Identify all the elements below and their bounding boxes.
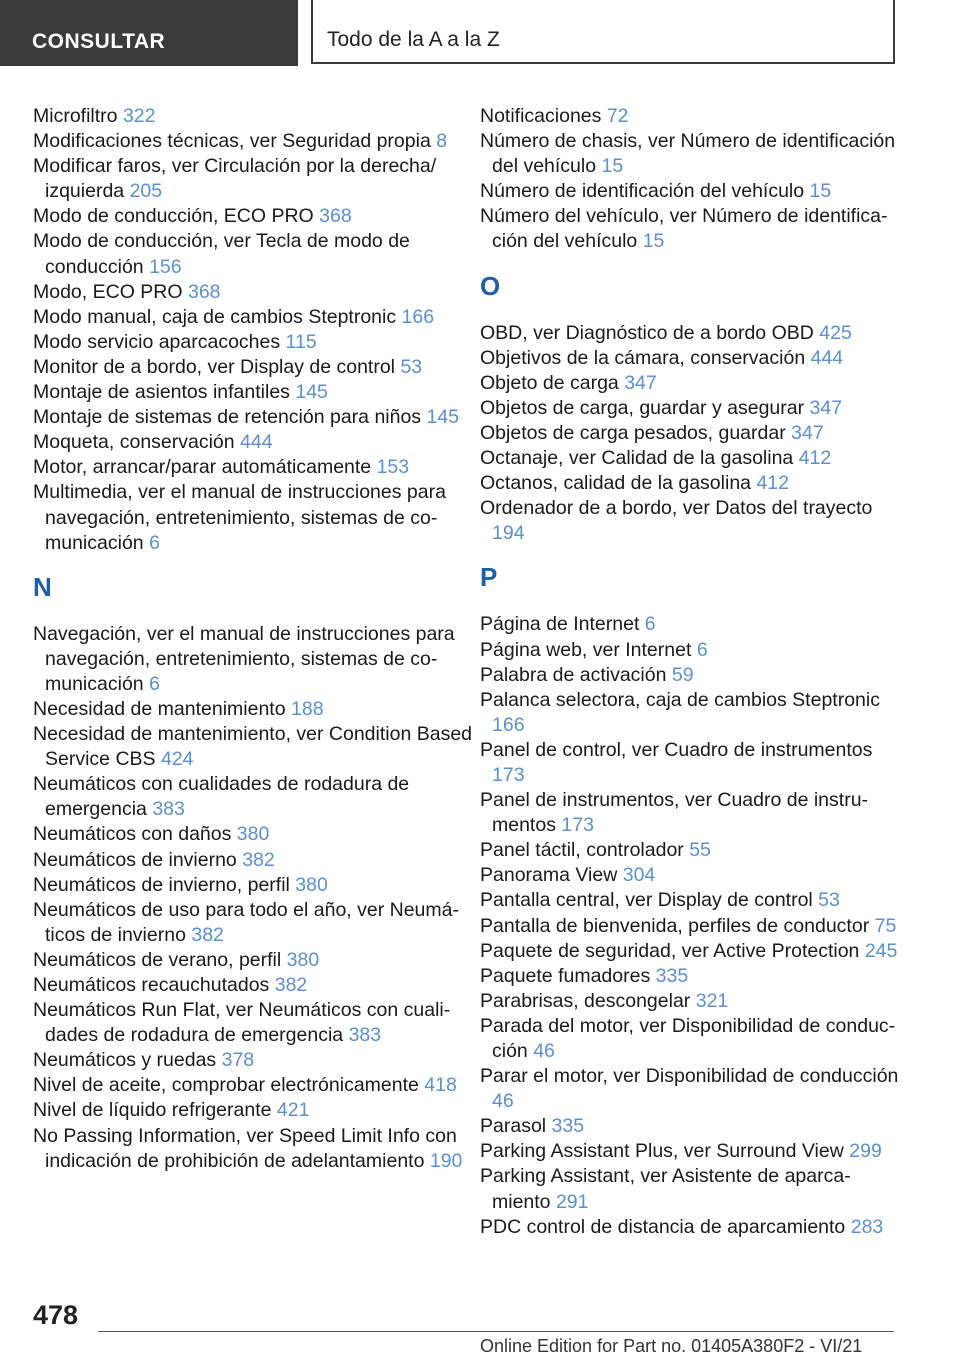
index-entry [480, 939, 900, 964]
index-entry-page-link[interactable]: 444 [240, 431, 273, 454]
index-entry-page-link[interactable]: 72 [606, 105, 629, 127]
index-entry-text: Parasol [480, 1115, 547, 1138]
index-entry [480, 1164, 900, 1214]
index-entry-page-link[interactable]: 190 [429, 1149, 463, 1172]
index-entry-text: Modo de conducción, ECO PRO [33, 205, 314, 228]
index-entry [33, 973, 473, 998]
index-entry-page-link[interactable]: 115 [285, 330, 317, 353]
index-entry-page-link[interactable]: 283 [850, 1215, 884, 1238]
index-entry-page-link[interactable]: 46 [492, 1090, 514, 1113]
index-entry-text: Ordenador de a bordo, ver Datos del trayecto [480, 497, 873, 520]
index-entry-page-link[interactable]: 55 [689, 839, 711, 862]
index-entry [33, 380, 473, 405]
index-entry [480, 496, 900, 546]
index-entry-page-link[interactable]: 291 [555, 1190, 589, 1213]
index-entry-page-link[interactable]: 304 [622, 864, 656, 887]
index-entry [33, 330, 473, 355]
index-entry-page-link[interactable]: 299 [849, 1140, 882, 1163]
index-entry [33, 405, 473, 430]
index-entry-text: Panorama View [480, 864, 618, 887]
index-entry-text: Objetos de carga pesados, guardar [480, 421, 786, 444]
index-entry [480, 104, 900, 129]
index-entry-text: Parabrisas, descongelar [480, 989, 691, 1012]
index-entry-page-link[interactable]: 75 [874, 914, 897, 937]
index-entry [33, 480, 473, 555]
index-entry [33, 280, 473, 305]
index-entry [33, 229, 473, 279]
index-entry-text: Neumáticos Run Flat, ver Neumáticos con cualidades de rodadura de emergencia [33, 999, 451, 1047]
index-entry-page-link[interactable]: 421 [276, 1099, 310, 1122]
index-entry [33, 998, 473, 1048]
index-entry [33, 898, 473, 948]
index-entry-page-link[interactable]: 412 [798, 447, 832, 470]
index-entry-page-link[interactable]: 156 [149, 255, 182, 278]
index-entry-text: Modificar faros, ver Circulación por la derecha/ izquierda [33, 155, 437, 203]
index-entry-text: Paquete fumadores [480, 964, 651, 987]
index-column-left [33, 104, 473, 1174]
index-entry [480, 321, 900, 346]
index-entry-text: OBD, ver Diagnóstico de a bordo OBD [480, 321, 814, 344]
index-entry-text: Panel de control, ver Cuadro de instrumentos [480, 738, 873, 761]
index-entry-page-link[interactable]: 382 [274, 974, 308, 996]
index-entry-page-link[interactable]: 6 [644, 613, 656, 636]
index-entry [33, 1048, 473, 1073]
index-entry-page-link[interactable]: 53 [400, 355, 423, 378]
index-entry-page-link[interactable]: 46 [533, 1040, 555, 1062]
index-entry-page-link[interactable]: 383 [152, 798, 185, 821]
index-entry [33, 355, 473, 380]
index-entry-text: Nivel de aceite, comprobar electrónicamente [33, 1074, 419, 1097]
index-entry-page-link[interactable]: 6 [149, 672, 160, 695]
index-entry [480, 688, 900, 738]
index-letter-heading: P [480, 562, 498, 593]
index-entry [33, 1124, 473, 1174]
index-entry-text: Monitor de a bordo, ver Display de control [33, 355, 396, 378]
index-entry-page-link[interactable]: 322 [122, 105, 156, 127]
page-header [0, 0, 960, 66]
index-entry-page-link[interactable]: 368 [187, 280, 221, 303]
index-entry [33, 697, 473, 722]
index-entry [33, 822, 473, 847]
index-entry-page-link[interactable]: 173 [561, 814, 594, 837]
index-entry-text: Parking Assistant Plus, ver Surround View [480, 1140, 844, 1163]
index-entry-page-link[interactable]: 15 [809, 180, 832, 203]
index-entry [33, 455, 473, 480]
index-entry [33, 129, 473, 154]
index-entry-page-link[interactable]: 6 [149, 531, 160, 554]
index-entry-text: Montaje de sistemas de retención para niños [33, 406, 422, 429]
index-entry-text: Parking Assistant, ver Asistente de aparcamiento [480, 1165, 851, 1213]
index-entry-text: Neumáticos de uso para todo el año, ver Neumáticos de invierno [33, 898, 459, 946]
header-section-title: Todo de la A a la Z [311, 0, 895, 64]
index-entry-page-link[interactable]: 382 [242, 848, 275, 871]
index-entry-page-link[interactable]: 368 [319, 205, 352, 228]
index-entry [480, 471, 900, 496]
index-entry [33, 430, 473, 455]
index-entry-text: Neumáticos de invierno [33, 848, 237, 871]
index-entry-text: Montaje de asientos infantiles [33, 381, 290, 404]
index-entry [480, 204, 900, 254]
index-entry [480, 179, 900, 204]
index-entry [480, 1014, 900, 1064]
index-entry-page-link[interactable]: 188 [291, 697, 324, 720]
index-entry-text: Página de Internet [480, 613, 640, 636]
index-entry-page-link[interactable]: 321 [695, 989, 729, 1012]
index-entry [33, 305, 473, 330]
index-entry-text: PDC control de distancia de aparcamiento [480, 1215, 846, 1238]
index-entry [480, 612, 900, 637]
page-number: 478 [33, 1300, 79, 1330]
index-entry-text: Octanaje, ver Calidad de la gasolina [480, 447, 794, 470]
index-entry [33, 948, 473, 973]
index-entry-text: Número de chasis, ver Número de identificación del vehículo [480, 130, 896, 178]
index-entry [33, 204, 473, 229]
index-entry-text: Microfiltro [33, 105, 118, 127]
index-entry-text: Número de identificación del vehículo [480, 180, 805, 203]
index-entry-text: Multimedia, ver el manual de instrucciones para navegación, entretenimiento, sistemas de comunicación [33, 481, 446, 554]
index-entry-text: Objetos de carga, guardar y asegurar [480, 396, 805, 419]
index-entry [480, 396, 900, 421]
index-entry [480, 371, 900, 396]
index-entry [33, 1098, 473, 1123]
index-entry [480, 1215, 900, 1240]
index-entry-page-link[interactable]: 444 [810, 346, 844, 369]
index-column-right [480, 104, 900, 1240]
index-entry [480, 964, 900, 989]
index-entry [33, 622, 473, 697]
index-entry-text: Neumáticos recauchutados [33, 974, 270, 996]
index-entry-page-link[interactable]: 166 [401, 305, 435, 328]
index-entry [480, 638, 900, 663]
index-entry-page-link[interactable]: 380 [295, 873, 328, 896]
index-entry-page-link[interactable]: 6 [696, 638, 708, 661]
header-tab-consultar[interactable]: CONSULTAR [0, 0, 298, 66]
index-entry-page-link[interactable]: 382 [191, 923, 224, 946]
index-entry [480, 738, 900, 788]
index-entry [480, 788, 900, 838]
index-entry [33, 154, 473, 204]
index-entry-text: Objetivos de la cámara, conservación [480, 346, 806, 369]
index-letter-heading: N [33, 571, 52, 602]
index-entry-page-link[interactable]: 8 [436, 130, 448, 153]
footer-edition: Online Edition for Part no. 01405A380F2 - VI/21 [480, 1336, 863, 1356]
index-entry [33, 1073, 473, 1098]
index-entry-text: Neumáticos de invierno, perfil [33, 873, 290, 896]
index-entry-page-link[interactable]: 380 [236, 823, 270, 846]
index-entry [33, 104, 473, 129]
index-entry-text: Parada del motor, ver Disponibilidad de conducción [480, 1014, 896, 1062]
index-entry-text: Panel táctil, controlador [480, 839, 684, 862]
index-entry-page-link[interactable]: 15 [601, 155, 624, 178]
index-entry-text: Parar el motor, ver Disponibilidad de conducción [480, 1065, 899, 1088]
index-entry [480, 129, 900, 179]
index-entry-text: Navegación, ver el manual de instrucciones para navegación, entretenimiento, sistemas de comunicación [33, 622, 455, 695]
index-entry-text: Palanca selectora, caja de cambios Steptronic [480, 688, 880, 711]
index-entry-text: Pantalla central, ver Display de control [480, 889, 813, 912]
index-entry-text: Neumáticos y ruedas [33, 1049, 217, 1072]
index-entry-page-link[interactable]: 378 [221, 1049, 255, 1072]
index-entry [480, 421, 900, 446]
index-entry-page-link[interactable]: 166 [492, 713, 525, 736]
index-entry-page-link[interactable]: 245 [864, 939, 898, 962]
index-entry-text: Octanos, calidad de la gasolina [480, 472, 752, 495]
index-entry-text: Notificaciones [480, 105, 602, 127]
index-entry-text: Neumáticos de verano, perfil [33, 948, 282, 971]
index-entry [33, 848, 473, 873]
index-entry-page-link[interactable]: 380 [286, 948, 320, 971]
index-entry-text: Página web, ver Internet [480, 638, 692, 661]
index-entry-text: No Passing Information, ver Speed Limit Info con indicación de prohibición de adelantamiento [33, 1124, 457, 1172]
index-entry-text: Modificaciones técnicas, ver Seguridad propia [33, 130, 431, 153]
index-entry-text: Modo, ECO PRO [33, 280, 183, 303]
index-entry-text: Pantalla de bienvenida, perfiles de conductor [480, 914, 870, 937]
index-entry-page-link[interactable]: 425 [819, 321, 852, 344]
index-entry-page-link[interactable]: 59 [671, 663, 694, 686]
index-entry-text: Objeto de carga [480, 371, 619, 394]
index-entry-page-link[interactable]: 194 [492, 522, 525, 545]
index-entry [480, 863, 900, 888]
index-entry [480, 838, 900, 863]
index-entry-text: Panel de instrumentos, ver Cuadro de instrumentos [480, 789, 869, 837]
index-entry-text: Motor, arrancar/parar automáticamente [33, 456, 372, 479]
index-entry-page-link[interactable]: 412 [756, 472, 789, 495]
index-entry [480, 663, 900, 688]
index-entry [33, 722, 473, 772]
index-entry-page-link[interactable]: 335 [655, 964, 689, 987]
index-entry-text: Modo servicio aparcacoches [33, 330, 281, 353]
index-entry-text: Palabra de activación [480, 663, 667, 686]
index-entry-page-link[interactable]: 383 [348, 1024, 382, 1047]
index-entry-text: Necesidad de mantenimiento [33, 697, 286, 720]
index-entry [480, 888, 900, 913]
index-entry-page-link[interactable]: 145 [426, 406, 460, 429]
index-entry [33, 772, 473, 822]
index-entry [33, 873, 473, 898]
index-entry [480, 1114, 900, 1139]
index-entry-page-link[interactable]: 347 [791, 421, 824, 444]
index-entry [480, 446, 900, 471]
index-entry-page-link[interactable]: 173 [492, 763, 525, 786]
index-entry [480, 914, 900, 939]
index-entry-text: Necesidad de mantenimiento, ver Condition Based Service CBS [33, 723, 473, 771]
index-entry-text: Nivel de líquido refrigerante [33, 1099, 272, 1122]
index-entry-page-link[interactable]: 335 [551, 1115, 585, 1138]
index-entry-text: Paquete de seguridad, ver Active Protection [480, 939, 860, 962]
index-entry-text: Neumáticos con daños [33, 823, 232, 846]
index-entry-page-link[interactable]: 418 [424, 1074, 457, 1097]
index-entry-text: Número del vehículo, ver Número de identificación del vehículo [480, 205, 888, 253]
index-entry-text: Modo manual, caja de cambios Steptronic [33, 305, 397, 328]
index-entry-text: Neumáticos con cualidades de rodadura de emergencia [33, 773, 410, 821]
index-entry-text: Modo de conducción, ver Tecla de modo de conducción [33, 230, 410, 278]
footer-divider [98, 1331, 894, 1332]
index-entry [480, 1064, 900, 1114]
index-entry-page-link[interactable]: 153 [376, 456, 410, 479]
index-entry-page-link[interactable]: 15 [642, 230, 665, 253]
index-entry [480, 346, 900, 371]
index-entry [480, 989, 900, 1014]
index-entry-page-link[interactable]: 424 [160, 748, 194, 771]
index-entry-page-link[interactable]: 347 [624, 371, 657, 394]
index-entry-text: Moqueta, conservación [33, 431, 235, 454]
index-entry [480, 1139, 900, 1164]
index-entry-page-link[interactable]: 205 [129, 180, 163, 203]
index-entry-page-link[interactable]: 347 [809, 396, 843, 419]
index-entry-page-link[interactable]: 145 [295, 381, 328, 404]
index-entry-page-link[interactable]: 53 [818, 889, 840, 912]
index-letter-heading: O [480, 270, 501, 301]
